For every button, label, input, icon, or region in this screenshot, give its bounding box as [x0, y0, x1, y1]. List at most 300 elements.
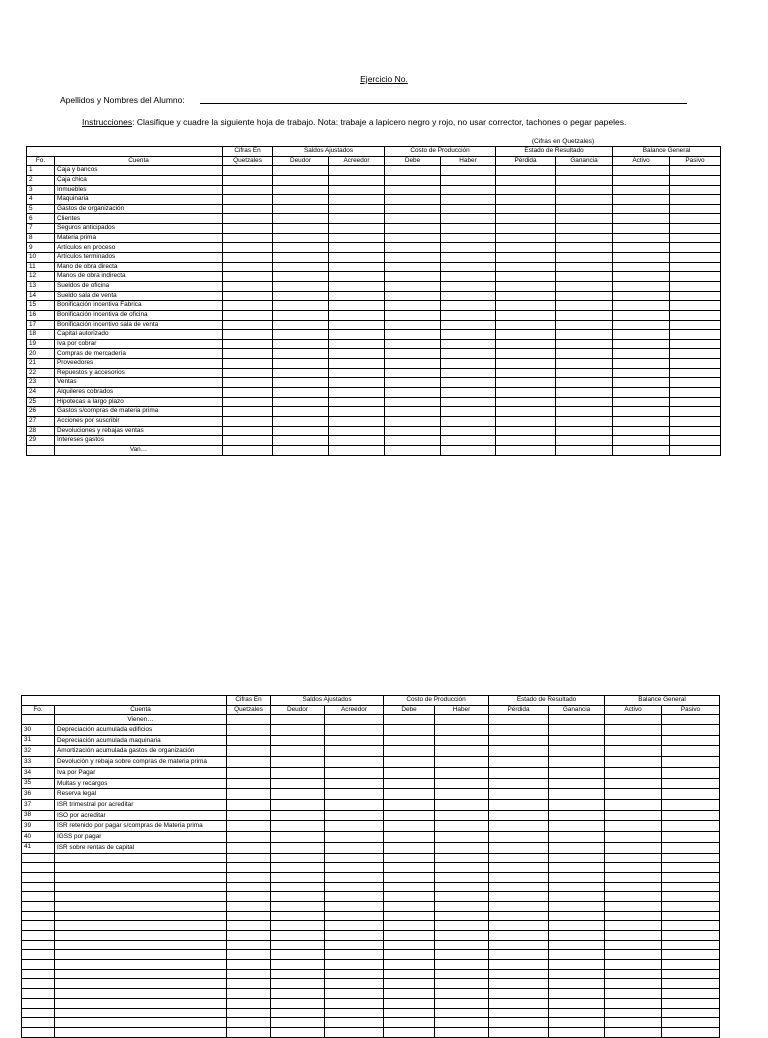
- entry-cell[interactable]: [613, 224, 670, 234]
- entry-cell[interactable]: [329, 436, 385, 446]
- entry-cell[interactable]: [329, 368, 385, 378]
- entry-cell[interactable]: [556, 349, 613, 359]
- entry-cell[interactable]: [325, 725, 384, 736]
- entry-cell[interactable]: [325, 853, 384, 863]
- entry-cell[interactable]: [385, 310, 441, 320]
- entry-cell[interactable]: [385, 416, 441, 426]
- entry-cell[interactable]: [329, 185, 385, 195]
- entry-cell[interactable]: [271, 842, 325, 853]
- entry-cell[interactable]: [662, 789, 720, 800]
- entry-cell[interactable]: [549, 979, 605, 989]
- entry-cell[interactable]: [662, 872, 720, 882]
- entry-cell[interactable]: [384, 735, 435, 746]
- entry-cell[interactable]: [227, 892, 271, 902]
- entry-cell[interactable]: [549, 863, 605, 873]
- entry-cell[interactable]: [605, 863, 662, 873]
- entry-cell[interactable]: [496, 310, 556, 320]
- entry-cell[interactable]: [496, 281, 556, 291]
- entry-cell[interactable]: [670, 320, 721, 330]
- entry-cell[interactable]: [435, 931, 489, 941]
- entry-cell[interactable]: [227, 810, 271, 821]
- account-name[interactable]: [55, 1027, 227, 1037]
- entry-cell[interactable]: [662, 979, 720, 989]
- entry-cell[interactable]: [223, 291, 273, 301]
- entry-cell[interactable]: [556, 262, 613, 272]
- entry-cell[interactable]: [384, 872, 435, 882]
- entry-cell[interactable]: [613, 175, 670, 185]
- entry-cell[interactable]: [605, 715, 662, 725]
- entry-cell[interactable]: [273, 416, 329, 426]
- entry-cell[interactable]: [489, 892, 549, 902]
- entry-cell[interactable]: [441, 214, 496, 224]
- entry-cell[interactable]: [489, 810, 549, 821]
- entry-cell[interactable]: [662, 832, 720, 843]
- entry-cell[interactable]: [613, 407, 670, 417]
- account-number[interactable]: [22, 1027, 55, 1037]
- entry-cell[interactable]: [385, 224, 441, 234]
- entry-cell[interactable]: [670, 262, 721, 272]
- entry-cell[interactable]: [441, 368, 496, 378]
- entry-cell[interactable]: [273, 175, 329, 185]
- entry-cell[interactable]: [329, 272, 385, 282]
- entry-cell[interactable]: [441, 426, 496, 436]
- entry-cell[interactable]: [223, 243, 273, 253]
- entry-cell[interactable]: [385, 359, 441, 369]
- entry-cell[interactable]: [556, 291, 613, 301]
- entry-cell[interactable]: [384, 901, 435, 911]
- account-number[interactable]: [22, 863, 55, 873]
- entry-cell[interactable]: [605, 789, 662, 800]
- entry-cell[interactable]: [605, 725, 662, 736]
- account-number[interactable]: [22, 998, 55, 1008]
- entry-cell[interactable]: [556, 445, 613, 455]
- entry-cell[interactable]: [670, 185, 721, 195]
- entry-cell[interactable]: [489, 789, 549, 800]
- entry-cell[interactable]: [549, 998, 605, 1008]
- entry-cell[interactable]: [496, 175, 556, 185]
- entry-cell[interactable]: [325, 882, 384, 892]
- entry-cell[interactable]: [271, 832, 325, 843]
- entry-cell[interactable]: [273, 339, 329, 349]
- entry-cell[interactable]: [223, 233, 273, 243]
- entry-cell[interactable]: [605, 1027, 662, 1037]
- entry-cell[interactable]: [441, 320, 496, 330]
- entry-cell[interactable]: [605, 821, 662, 832]
- entry-cell[interactable]: [271, 950, 325, 960]
- entry-cell[interactable]: [329, 204, 385, 214]
- entry-cell[interactable]: [496, 233, 556, 243]
- entry-cell[interactable]: [325, 1018, 384, 1028]
- entry-cell[interactable]: [489, 1008, 549, 1018]
- entry-cell[interactable]: [489, 989, 549, 999]
- account-number[interactable]: [22, 872, 55, 882]
- entry-cell[interactable]: [329, 195, 385, 205]
- entry-cell[interactable]: [613, 262, 670, 272]
- entry-cell[interactable]: [549, 832, 605, 843]
- entry-cell[interactable]: [271, 872, 325, 882]
- entry-cell[interactable]: [556, 388, 613, 398]
- entry-cell[interactable]: [662, 921, 720, 931]
- entry-cell[interactable]: [496, 397, 556, 407]
- entry-cell[interactable]: [271, 979, 325, 989]
- entry-cell[interactable]: [325, 960, 384, 970]
- entry-cell[interactable]: [227, 998, 271, 1008]
- entry-cell[interactable]: [227, 882, 271, 892]
- entry-cell[interactable]: [273, 233, 329, 243]
- entry-cell[interactable]: [227, 863, 271, 873]
- entry-cell[interactable]: [556, 359, 613, 369]
- entry-cell[interactable]: [325, 940, 384, 950]
- entry-cell[interactable]: [605, 778, 662, 789]
- entry-cell[interactable]: [385, 378, 441, 388]
- entry-cell[interactable]: [556, 378, 613, 388]
- entry-cell[interactable]: [385, 214, 441, 224]
- entry-cell[interactable]: [435, 746, 489, 757]
- entry-cell[interactable]: [435, 799, 489, 810]
- account-number[interactable]: [22, 911, 55, 921]
- entry-cell[interactable]: [223, 378, 273, 388]
- entry-cell[interactable]: [496, 330, 556, 340]
- entry-cell[interactable]: [613, 320, 670, 330]
- account-name[interactable]: [55, 969, 227, 979]
- entry-cell[interactable]: [605, 735, 662, 746]
- entry-cell[interactable]: [489, 715, 549, 725]
- entry-cell[interactable]: [613, 233, 670, 243]
- entry-cell[interactable]: [329, 281, 385, 291]
- entry-cell[interactable]: [549, 931, 605, 941]
- entry-cell[interactable]: [613, 368, 670, 378]
- entry-cell[interactable]: [441, 397, 496, 407]
- entry-cell[interactable]: [325, 901, 384, 911]
- entry-cell[interactable]: [384, 789, 435, 800]
- entry-cell[interactable]: [223, 195, 273, 205]
- entry-cell[interactable]: [489, 901, 549, 911]
- entry-cell[interactable]: [273, 262, 329, 272]
- entry-cell[interactable]: [384, 853, 435, 863]
- entry-cell[interactable]: [556, 224, 613, 234]
- entry-cell[interactable]: [605, 1008, 662, 1018]
- entry-cell[interactable]: [273, 320, 329, 330]
- entry-cell[interactable]: [273, 291, 329, 301]
- entry-cell[interactable]: [385, 330, 441, 340]
- entry-cell[interactable]: [605, 989, 662, 999]
- entry-cell[interactable]: [384, 1018, 435, 1028]
- entry-cell[interactable]: [271, 725, 325, 736]
- entry-cell[interactable]: [496, 253, 556, 263]
- entry-cell[interactable]: [489, 853, 549, 863]
- entry-cell[interactable]: [329, 397, 385, 407]
- entry-cell[interactable]: [605, 832, 662, 843]
- entry-cell[interactable]: [435, 901, 489, 911]
- account-number[interactable]: [22, 979, 55, 989]
- entry-cell[interactable]: [385, 368, 441, 378]
- entry-cell[interactable]: [385, 320, 441, 330]
- account-number[interactable]: [22, 901, 55, 911]
- entry-cell[interactable]: [662, 940, 720, 950]
- entry-cell[interactable]: [385, 397, 441, 407]
- entry-cell[interactable]: [556, 233, 613, 243]
- entry-cell[interactable]: [613, 339, 670, 349]
- account-name[interactable]: [55, 950, 227, 960]
- entry-cell[interactable]: [271, 863, 325, 873]
- entry-cell[interactable]: [325, 931, 384, 941]
- entry-cell[interactable]: [496, 359, 556, 369]
- entry-cell[interactable]: [662, 746, 720, 757]
- entry-cell[interactable]: [662, 810, 720, 821]
- entry-cell[interactable]: [605, 960, 662, 970]
- entry-cell[interactable]: [227, 931, 271, 941]
- entry-cell[interactable]: [435, 810, 489, 821]
- entry-cell[interactable]: [670, 291, 721, 301]
- entry-cell[interactable]: [489, 725, 549, 736]
- student-name-line[interactable]: [200, 103, 687, 104]
- entry-cell[interactable]: [662, 882, 720, 892]
- entry-cell[interactable]: [384, 778, 435, 789]
- entry-cell[interactable]: [662, 853, 720, 863]
- entry-cell[interactable]: [271, 715, 325, 725]
- entry-cell[interactable]: [325, 979, 384, 989]
- entry-cell[interactable]: [441, 253, 496, 263]
- entry-cell[interactable]: [549, 757, 605, 768]
- entry-cell[interactable]: [384, 725, 435, 736]
- entry-cell[interactable]: [325, 778, 384, 789]
- entry-cell[interactable]: [662, 767, 720, 778]
- entry-cell[interactable]: [271, 1008, 325, 1018]
- entry-cell[interactable]: [605, 1018, 662, 1028]
- entry-cell[interactable]: [385, 445, 441, 455]
- entry-cell[interactable]: [325, 911, 384, 921]
- entry-cell[interactable]: [670, 195, 721, 205]
- entry-cell[interactable]: [384, 940, 435, 950]
- entry-cell[interactable]: [223, 426, 273, 436]
- entry-cell[interactable]: [662, 1008, 720, 1018]
- account-name[interactable]: [55, 911, 227, 921]
- entry-cell[interactable]: [556, 301, 613, 311]
- entry-cell[interactable]: [441, 339, 496, 349]
- entry-cell[interactable]: [605, 921, 662, 931]
- entry-cell[interactable]: [670, 339, 721, 349]
- entry-cell[interactable]: [385, 301, 441, 311]
- entry-cell[interactable]: [329, 310, 385, 320]
- entry-cell[interactable]: [384, 1008, 435, 1018]
- entry-cell[interactable]: [441, 243, 496, 253]
- entry-cell[interactable]: [384, 969, 435, 979]
- entry-cell[interactable]: [605, 892, 662, 902]
- entry-cell[interactable]: [441, 272, 496, 282]
- entry-cell[interactable]: [223, 320, 273, 330]
- entry-cell[interactable]: [435, 821, 489, 832]
- entry-cell[interactable]: [556, 195, 613, 205]
- entry-cell[interactable]: [556, 166, 613, 176]
- entry-cell[interactable]: [496, 291, 556, 301]
- entry-cell[interactable]: [435, 767, 489, 778]
- entry-cell[interactable]: [384, 799, 435, 810]
- entry-cell[interactable]: [223, 436, 273, 446]
- entry-cell[interactable]: [496, 166, 556, 176]
- entry-cell[interactable]: [613, 349, 670, 359]
- entry-cell[interactable]: [489, 960, 549, 970]
- entry-cell[interactable]: [273, 253, 329, 263]
- entry-cell[interactable]: [662, 757, 720, 768]
- entry-cell[interactable]: [441, 378, 496, 388]
- entry-cell[interactable]: [325, 746, 384, 757]
- account-name[interactable]: [55, 853, 227, 863]
- entry-cell[interactable]: [273, 166, 329, 176]
- entry-cell[interactable]: [556, 310, 613, 320]
- entry-cell[interactable]: [662, 911, 720, 921]
- account-number[interactable]: [22, 892, 55, 902]
- entry-cell[interactable]: [489, 746, 549, 757]
- entry-cell[interactable]: [605, 911, 662, 921]
- entry-cell[interactable]: [329, 426, 385, 436]
- entry-cell[interactable]: [435, 950, 489, 960]
- entry-cell[interactable]: [489, 969, 549, 979]
- entry-cell[interactable]: [613, 359, 670, 369]
- entry-cell[interactable]: [489, 767, 549, 778]
- entry-cell[interactable]: [271, 960, 325, 970]
- entry-cell[interactable]: [435, 979, 489, 989]
- entry-cell[interactable]: [549, 921, 605, 931]
- entry-cell[interactable]: [441, 310, 496, 320]
- entry-cell[interactable]: [435, 789, 489, 800]
- entry-cell[interactable]: [605, 767, 662, 778]
- entry-cell[interactable]: [549, 799, 605, 810]
- entry-cell[interactable]: [435, 940, 489, 950]
- entry-cell[interactable]: [605, 810, 662, 821]
- entry-cell[interactable]: [384, 810, 435, 821]
- entry-cell[interactable]: [273, 359, 329, 369]
- account-number[interactable]: [22, 969, 55, 979]
- entry-cell[interactable]: [613, 397, 670, 407]
- entry-cell[interactable]: [227, 715, 271, 725]
- entry-cell[interactable]: [556, 397, 613, 407]
- entry-cell[interactable]: [271, 969, 325, 979]
- entry-cell[interactable]: [605, 882, 662, 892]
- entry-cell[interactable]: [441, 445, 496, 455]
- entry-cell[interactable]: [273, 368, 329, 378]
- entry-cell[interactable]: [613, 214, 670, 224]
- entry-cell[interactable]: [613, 388, 670, 398]
- entry-cell[interactable]: [273, 388, 329, 398]
- entry-cell[interactable]: [613, 301, 670, 311]
- entry-cell[interactable]: [435, 853, 489, 863]
- entry-cell[interactable]: [549, 725, 605, 736]
- entry-cell[interactable]: [223, 416, 273, 426]
- entry-cell[interactable]: [223, 339, 273, 349]
- entry-cell[interactable]: [496, 426, 556, 436]
- entry-cell[interactable]: [489, 757, 549, 768]
- entry-cell[interactable]: [549, 950, 605, 960]
- entry-cell[interactable]: [441, 204, 496, 214]
- entry-cell[interactable]: [549, 778, 605, 789]
- entry-cell[interactable]: [662, 950, 720, 960]
- entry-cell[interactable]: [329, 233, 385, 243]
- entry-cell[interactable]: [489, 979, 549, 989]
- entry-cell[interactable]: [613, 166, 670, 176]
- entry-cell[interactable]: [549, 842, 605, 853]
- entry-cell[interactable]: [605, 950, 662, 960]
- entry-cell[interactable]: [670, 378, 721, 388]
- account-number[interactable]: [22, 1018, 55, 1028]
- entry-cell[interactable]: [223, 445, 273, 455]
- entry-cell[interactable]: [556, 253, 613, 263]
- entry-cell[interactable]: [227, 725, 271, 736]
- entry-cell[interactable]: [549, 960, 605, 970]
- entry-cell[interactable]: [556, 214, 613, 224]
- entry-cell[interactable]: [662, 969, 720, 979]
- entry-cell[interactable]: [384, 842, 435, 853]
- entry-cell[interactable]: [670, 330, 721, 340]
- entry-cell[interactable]: [549, 746, 605, 757]
- entry-cell[interactable]: [385, 349, 441, 359]
- entry-cell[interactable]: [441, 388, 496, 398]
- entry-cell[interactable]: [670, 397, 721, 407]
- entry-cell[interactable]: [549, 715, 605, 725]
- entry-cell[interactable]: [489, 921, 549, 931]
- entry-cell[interactable]: [384, 892, 435, 902]
- entry-cell[interactable]: [273, 397, 329, 407]
- entry-cell[interactable]: [605, 872, 662, 882]
- entry-cell[interactable]: [223, 214, 273, 224]
- entry-cell[interactable]: [435, 998, 489, 1008]
- account-name[interactable]: [55, 882, 227, 892]
- entry-cell[interactable]: [273, 436, 329, 446]
- entry-cell[interactable]: [662, 778, 720, 789]
- entry-cell[interactable]: [385, 195, 441, 205]
- entry-cell[interactable]: [662, 1027, 720, 1037]
- entry-cell[interactable]: [227, 979, 271, 989]
- entry-cell[interactable]: [223, 388, 273, 398]
- entry-cell[interactable]: [662, 1018, 720, 1028]
- entry-cell[interactable]: [271, 882, 325, 892]
- entry-cell[interactable]: [223, 359, 273, 369]
- entry-cell[interactable]: [329, 166, 385, 176]
- entry-cell[interactable]: [549, 810, 605, 821]
- entry-cell[interactable]: [384, 757, 435, 768]
- entry-cell[interactable]: [329, 407, 385, 417]
- entry-cell[interactable]: [556, 204, 613, 214]
- entry-cell[interactable]: [441, 185, 496, 195]
- account-name[interactable]: [55, 892, 227, 902]
- account-number[interactable]: [22, 853, 55, 863]
- entry-cell[interactable]: [385, 436, 441, 446]
- entry-cell[interactable]: [329, 291, 385, 301]
- entry-cell[interactable]: [435, 778, 489, 789]
- entry-cell[interactable]: [549, 767, 605, 778]
- entry-cell[interactable]: [441, 330, 496, 340]
- account-name[interactable]: [55, 921, 227, 931]
- entry-cell[interactable]: [435, 863, 489, 873]
- entry-cell[interactable]: [227, 872, 271, 882]
- entry-cell[interactable]: [549, 882, 605, 892]
- entry-cell[interactable]: [325, 892, 384, 902]
- account-name[interactable]: [55, 931, 227, 941]
- entry-cell[interactable]: [613, 378, 670, 388]
- entry-cell[interactable]: [496, 349, 556, 359]
- entry-cell[interactable]: [223, 185, 273, 195]
- entry-cell[interactable]: [613, 330, 670, 340]
- entry-cell[interactable]: [329, 214, 385, 224]
- entry-cell[interactable]: [329, 253, 385, 263]
- entry-cell[interactable]: [435, 725, 489, 736]
- entry-cell[interactable]: [325, 1027, 384, 1037]
- entry-cell[interactable]: [670, 281, 721, 291]
- entry-cell[interactable]: [670, 310, 721, 320]
- entry-cell[interactable]: [556, 175, 613, 185]
- entry-cell[interactable]: [549, 853, 605, 863]
- entry-cell[interactable]: [325, 950, 384, 960]
- entry-cell[interactable]: [441, 291, 496, 301]
